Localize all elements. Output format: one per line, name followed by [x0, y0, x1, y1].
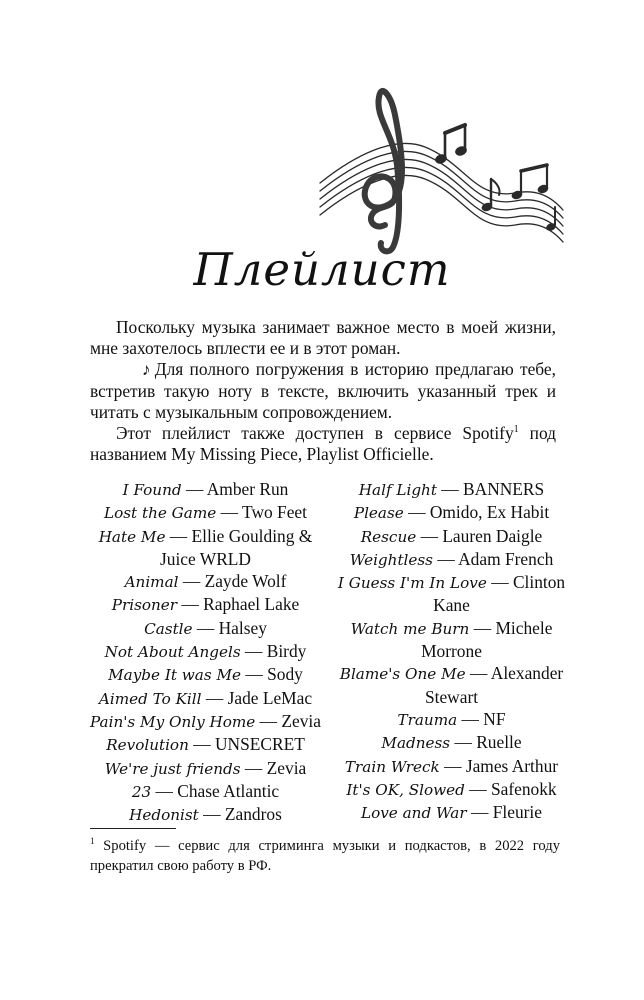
track-artist: Zandros — [224, 804, 282, 825]
playlist-track — [88, 501, 323, 524]
playlist-track — [88, 617, 323, 640]
playlist-track — [88, 570, 323, 593]
track-separator: — — [177, 594, 204, 615]
track-artist: Fleurie — [492, 802, 542, 823]
track-title: Hedonist — [129, 806, 199, 825]
track-title: I Found — [122, 481, 182, 499]
track-artist: Ellie Goulding & Juice WRLD — [160, 525, 313, 569]
playlist-track — [88, 710, 323, 733]
track-separator: — — [469, 617, 496, 638]
track-separator: — — [201, 687, 228, 708]
track-artist: Zevia — [266, 757, 307, 778]
track-title: Pain's My Only Home — [90, 712, 256, 731]
track-artist: Chase Atlantic — [177, 780, 280, 801]
track-artist: Clinton Kane — [433, 572, 566, 616]
playlist-track — [334, 731, 569, 754]
track-artist: Michele Morrone — [421, 617, 553, 662]
track-title: Blame's One Me — [339, 665, 466, 684]
track-separator: — — [188, 734, 215, 755]
track-title: Half Light — [358, 481, 437, 499]
track-title: It's OK, Slowed — [346, 780, 465, 799]
track-artist: Zayde Wolf — [204, 571, 287, 592]
track-title: Train Wreck — [344, 757, 440, 776]
track-title: Madness — [381, 734, 451, 753]
track-artist: Birdy — [266, 641, 307, 662]
playlist-track — [334, 778, 569, 801]
track-separator: — — [457, 708, 484, 729]
track-separator: — — [198, 804, 225, 825]
track-title: Weightless — [349, 550, 433, 569]
track-artist: Two Feet — [242, 502, 307, 523]
treble-clef-music-staff-icon — [315, 75, 565, 255]
track-artist: Adam French — [458, 548, 554, 569]
playlist-track — [334, 708, 569, 731]
intro-text — [90, 317, 556, 465]
footnote — [90, 837, 560, 876]
playlist-track — [334, 571, 569, 617]
track-separator: — — [241, 664, 268, 685]
track-title: Animal — [124, 573, 179, 592]
track-separator: — — [450, 732, 477, 753]
footnote-reference[interactable]: 1 — [513, 424, 519, 436]
playlist-track — [334, 617, 569, 663]
playlist-column-left — [88, 478, 323, 826]
footnote-divider — [90, 828, 176, 829]
playlist-track — [334, 548, 569, 571]
track-title: Watch me Burn — [350, 619, 470, 638]
track-artist: Halsey — [218, 617, 267, 638]
track-title: Not About Angels — [104, 643, 241, 662]
intro-paragraph-2 — [90, 359, 556, 423]
track-title: Revolution — [106, 736, 189, 755]
track-title: Prisoner — [111, 596, 178, 615]
track-artist: BANNERS — [463, 479, 545, 499]
playlist-track — [334, 478, 569, 501]
playlist-track — [88, 733, 323, 756]
track-separator: — — [465, 663, 491, 684]
track-separator: — — [436, 479, 464, 499]
track-separator: — — [432, 548, 459, 569]
playlist-track — [88, 525, 323, 571]
track-title: Hate Me — [98, 527, 166, 546]
track-title: Love and War — [361, 804, 467, 823]
playlist-column-right — [334, 478, 569, 824]
track-artist: James Arthur — [465, 755, 559, 776]
playlist-track — [88, 663, 323, 686]
playlist-track — [334, 662, 569, 708]
music-note-icon: ♪ — [142, 359, 151, 380]
track-artist: Zevia — [281, 710, 321, 731]
track-separator: — — [416, 525, 443, 546]
track-artist: Sody — [267, 664, 303, 685]
playlist-track — [334, 501, 569, 524]
track-separator: — — [151, 780, 178, 801]
intro-paragraph-2-text: Для полного погружения в историю предлагаю тебе, встретив такую ноту в тексте, включить указанный трек и читать с музыкальным сопровождением. — [90, 359, 556, 422]
track-title: Castle — [144, 619, 193, 638]
track-separator: — — [216, 502, 243, 523]
track-artist: UNSECRET — [214, 734, 305, 755]
track-separator: — — [464, 778, 491, 799]
track-separator: — — [181, 479, 207, 499]
footnote-text: Spotify — сервис для стриминга музыки и подкастов, в 2022 году прекратил свою работу в РФ. — [90, 838, 560, 874]
footnote-number: 1 — [90, 836, 95, 847]
track-artist: Amber Run — [206, 479, 289, 499]
track-artist: Omido, Ex Habit — [429, 502, 550, 523]
track-separator: — — [192, 617, 219, 638]
track-title: Trauma — [397, 710, 458, 729]
track-artist: Jade LeMac — [227, 687, 313, 708]
track-separator: — — [240, 641, 267, 662]
intro-paragraph-3-tail: под названием My Missing Piece, Playlist Officielle. — [90, 423, 556, 465]
track-title: 23 — [131, 782, 152, 801]
intro-paragraph-1: Поскольку музыка занимает важное место в моей жизни, мне захотелось вплести ее и в этот роман. — [90, 317, 556, 359]
track-title: Rescue — [360, 527, 417, 546]
track-separator: — — [178, 571, 205, 592]
track-title: Lost the Game — [104, 504, 217, 523]
track-title: I Guess I'm In Love — [337, 574, 487, 593]
page-title: Плейлист — [193, 243, 451, 296]
playlist-track — [88, 803, 323, 826]
track-separator: — — [255, 710, 282, 731]
track-artist: Safenokk — [490, 778, 557, 799]
track-separator: — — [486, 572, 513, 593]
track-separator: — — [466, 802, 493, 823]
track-artist: Raphael Lake — [203, 594, 300, 615]
track-title: Maybe It was Me — [108, 666, 241, 685]
track-artist: NF — [483, 708, 506, 729]
track-artist: Ruelle — [476, 732, 522, 753]
intro-paragraph-3 — [90, 423, 556, 465]
track-title: We're just friends — [104, 759, 241, 778]
track-separator: — — [403, 502, 430, 523]
intro-paragraph-3-text: Этот плейлист также доступен в сервисе Spotify — [116, 423, 514, 444]
playlist-track — [334, 525, 569, 548]
track-title: Aimed To Kill — [98, 689, 202, 708]
track-title: Please — [353, 504, 404, 523]
track-artist: Alexander Stewart — [424, 663, 564, 707]
playlist-track — [88, 757, 323, 780]
playlist-track — [88, 478, 323, 501]
playlist-track — [88, 780, 323, 803]
track-separator: — — [439, 755, 466, 776]
playlist-track — [88, 593, 323, 616]
track-separator: — — [165, 525, 192, 546]
playlist-track — [334, 801, 569, 824]
playlist-track — [334, 755, 569, 778]
playlist-track — [88, 640, 323, 663]
playlist-track — [88, 687, 323, 710]
track-artist: Lauren Daigle — [442, 525, 543, 546]
track-separator: — — [240, 757, 267, 778]
